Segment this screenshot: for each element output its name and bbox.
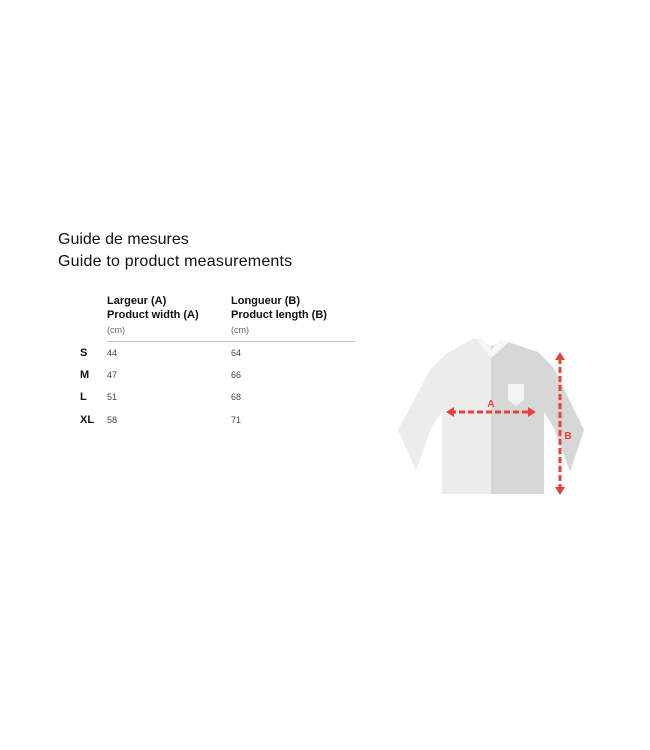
size-label: M (80, 369, 90, 381)
size-label: XL (80, 414, 95, 426)
width-value: 44 (107, 348, 118, 358)
column-header-width-en: Product width (A) (107, 309, 199, 321)
column-header-length-en: Product length (B) (231, 309, 327, 321)
table-row (0, 414, 400, 434)
length-value: 64 (231, 348, 242, 358)
guide-title-en: Guide to product measurements (58, 253, 293, 270)
shirt-left-half-icon (398, 338, 491, 494)
table-row (0, 347, 400, 367)
label-b: B (564, 431, 572, 442)
label-a: A (487, 399, 495, 410)
table-row (0, 369, 400, 389)
column-header-length-fr: Longueur (B) (231, 295, 301, 307)
shirt-right-half-icon (491, 342, 584, 494)
size-label: S (80, 347, 88, 359)
column-header-length (231, 294, 327, 322)
width-value: 47 (107, 370, 118, 380)
table-row (0, 391, 400, 411)
shirt-measurement-diagram (396, 338, 596, 500)
length-value: 66 (231, 370, 242, 380)
width-value: 51 (107, 392, 118, 402)
unit-label-width: (cm) (107, 325, 125, 335)
size-label: L (80, 391, 87, 403)
column-header-width (107, 294, 199, 322)
guide-title-fr: Guide de mesures (58, 231, 189, 248)
width-value: 58 (107, 415, 118, 425)
length-value: 71 (231, 415, 242, 425)
header-divider (107, 341, 355, 342)
length-value: 68 (231, 392, 242, 402)
column-header-width-fr: Largeur (A) (107, 295, 167, 307)
unit-label-length: (cm) (231, 325, 249, 335)
